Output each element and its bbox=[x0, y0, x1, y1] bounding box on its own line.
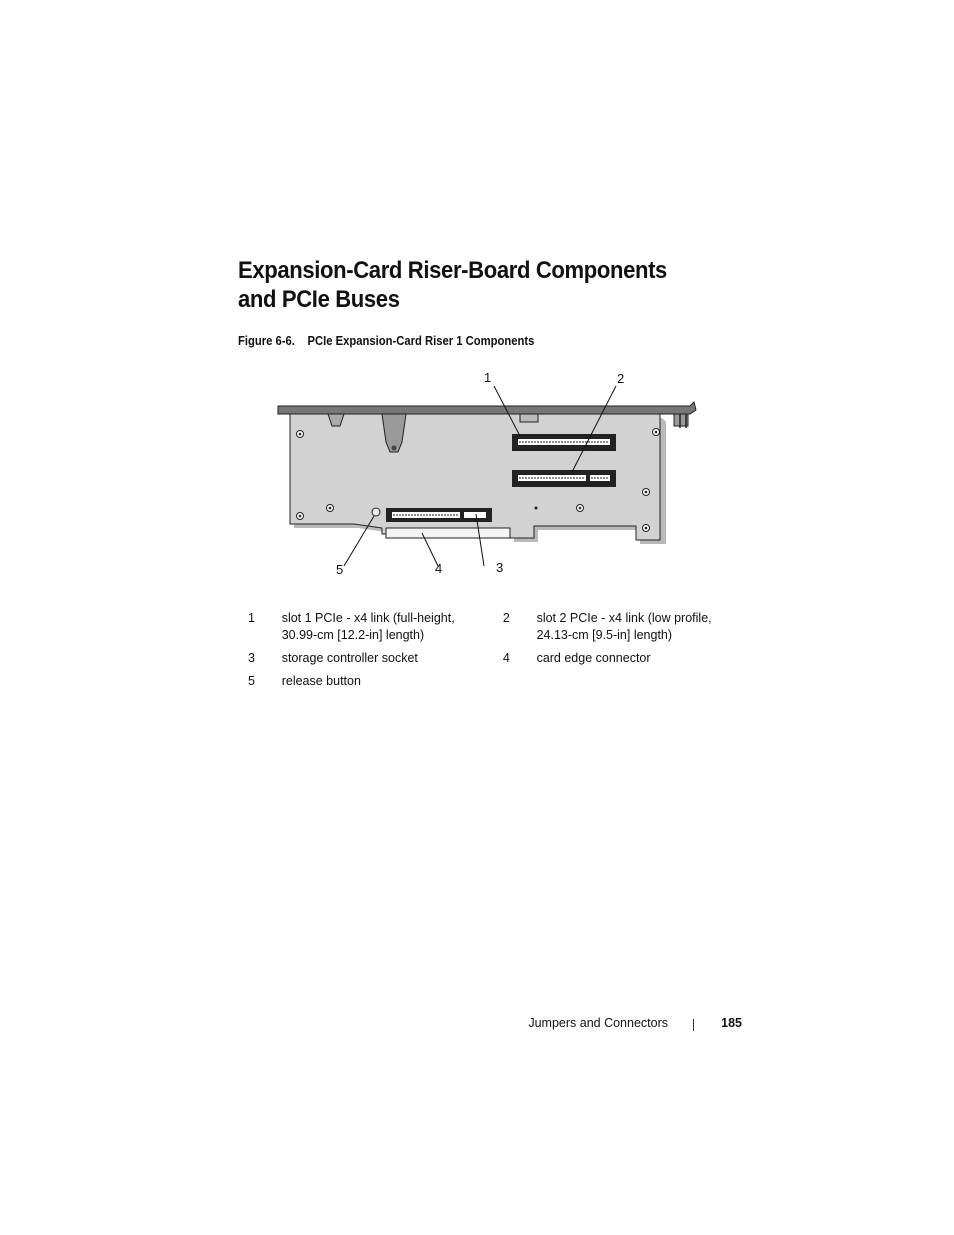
legend-row bbox=[238, 610, 748, 650]
callout-3: 3 bbox=[496, 560, 504, 575]
legend-number: 5 bbox=[248, 674, 255, 688]
figure-caption bbox=[238, 334, 534, 348]
legend-row bbox=[238, 673, 748, 696]
callout-5: 5 bbox=[336, 562, 344, 577]
figure-title: PCIe Expansion-Card Riser 1 Components bbox=[307, 334, 535, 348]
callout-1: 1 bbox=[484, 370, 492, 385]
legend-number: 4 bbox=[502, 651, 510, 665]
section-title: Expansion-Card Riser-Board Components and PCIe Buses bbox=[238, 257, 667, 313]
riser-board-illustration bbox=[270, 362, 710, 582]
legend-text: slot 1 PCIe - x4 link (full-height, 30.99-cm [12.2-in] length) bbox=[281, 611, 455, 642]
legend-number: 2 bbox=[502, 611, 510, 625]
legend-text: card edge connector bbox=[536, 651, 651, 665]
callout-2: 2 bbox=[617, 371, 625, 386]
footer-separator bbox=[693, 1019, 694, 1031]
footer-section-title: Jumpers and Connectors bbox=[528, 1016, 668, 1030]
page-number: 185 bbox=[721, 1016, 742, 1030]
legend-text: slot 2 PCIe - x4 link (low profile, 24.13-cm [9.5-in] length) bbox=[536, 611, 712, 642]
callout-4: 4 bbox=[435, 561, 443, 576]
legend-number: 3 bbox=[248, 651, 255, 665]
figure-label: Figure 6-6. bbox=[238, 334, 295, 348]
page-footer bbox=[500, 1016, 742, 1034]
legend-row bbox=[238, 650, 748, 673]
legend-number: 1 bbox=[248, 611, 255, 625]
legend-text: storage controller socket bbox=[281, 651, 418, 665]
legend-table bbox=[238, 610, 748, 696]
legend-text: release button bbox=[281, 674, 361, 688]
